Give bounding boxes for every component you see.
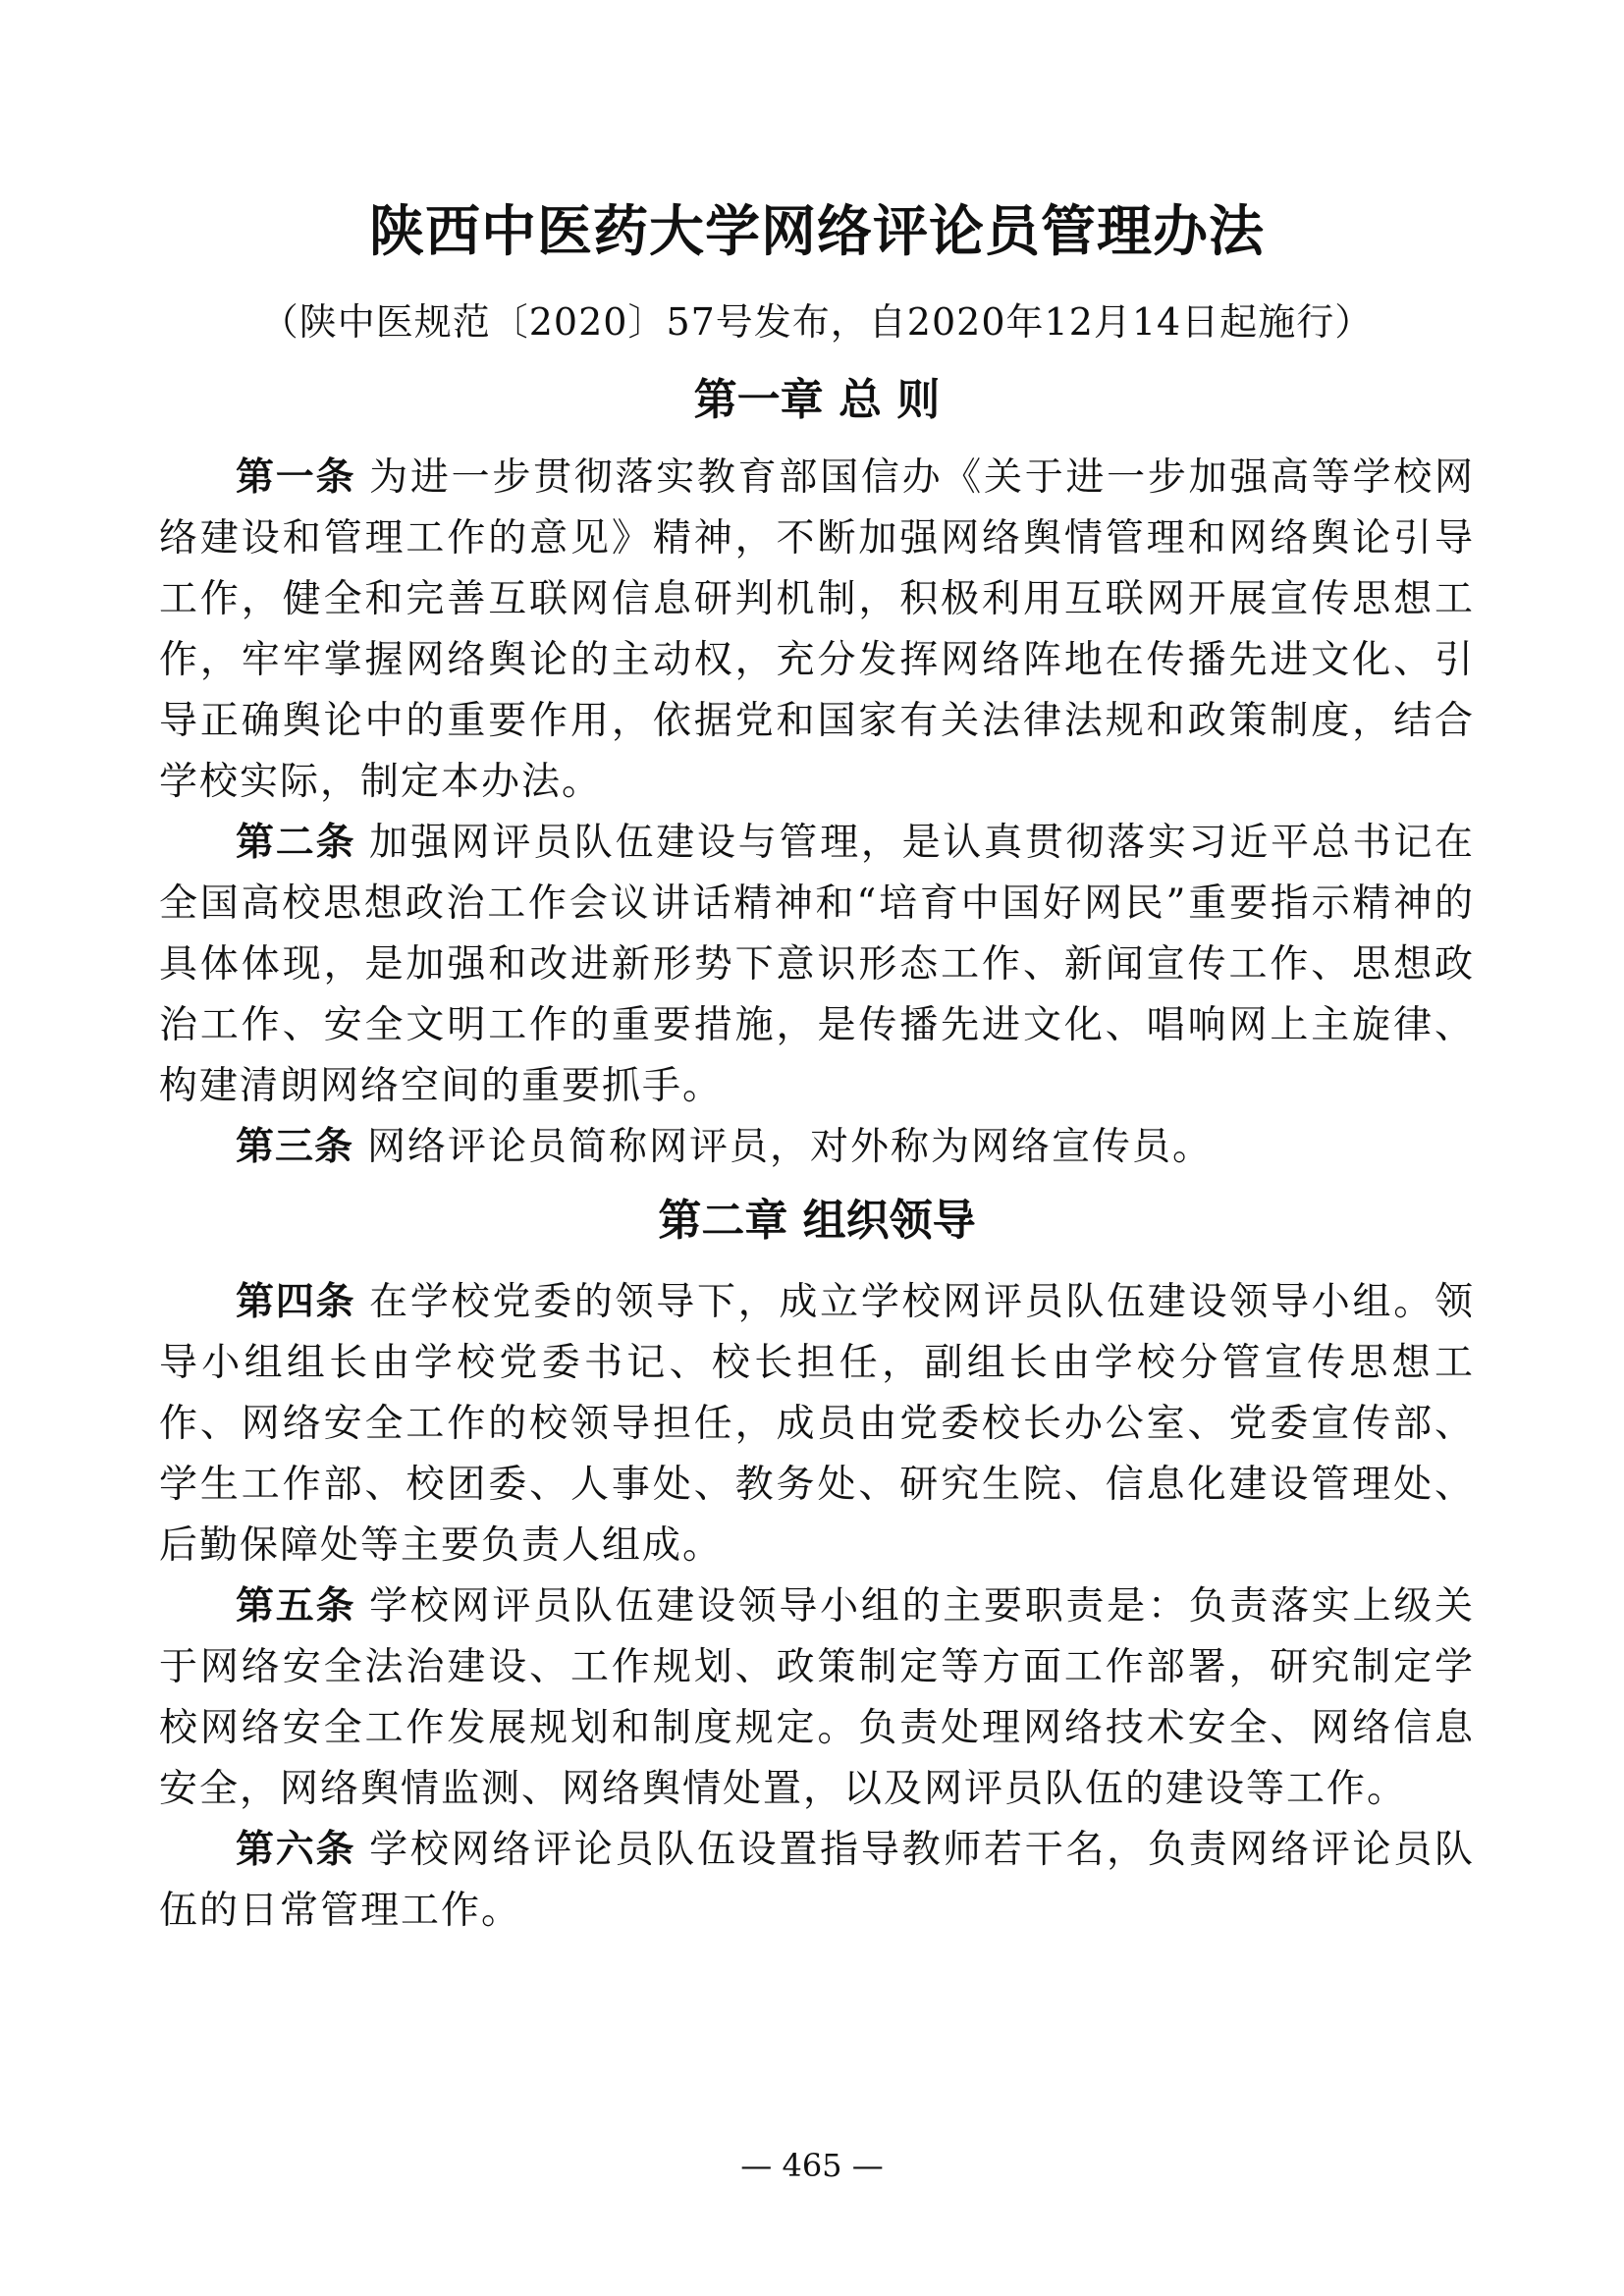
chapter-heading-2: 第二章 组织领导 [658,1196,976,1246]
document-page [159,192,1475,1942]
page-number: — 465 — [740,2147,884,2184]
article-text: 在学校党委的领导下，成立学校网评员队伍建设领导小组。领导小组组长由学校党委书记、校长担任，副组长由学校分管宣传思想工作、网络安全工作的校领导担任，成员由党委校长办公室、党委宣传部、学生工作部、校团委、人事处、教务处、研究生院、信息化建设管理处、后勤保障处等主要负责人组成。 [159,1280,1475,1568]
article-label: 第六条 [236,1828,356,1872]
document-subtitle: （陕中医规范〔2020〕57号发布，自2020年12月14日起施行） [260,300,1374,344]
article-text: 加强网评员队伍建设与管理，是认真贯彻落实习近平总书记在全国高校思想政治工作会议讲话精神和“培育中国好网民”重要指示精神的具体体现，是加强和改进新形势下意识形态工作、新闻宣传工作、思想政治工作、安全文明工作的重要措施，是传播先进文化、唱响网上主旋律、构建清朗网络空间的重要抓手。 [159,821,1475,1108]
article-text: 网络评论员简称网评员，对外称为网络宣传员。 [367,1125,1214,1169]
article-text: 学校网络评论员队伍设置指导教师若干名，负责网络评论员队伍的日常管理工作。 [159,1828,1475,1933]
article-text: 为进一步贯彻落实教育部国信办《关于进一步加强高等学校网络建设和管理工作的意见》精神，不断加强网络舆情管理和网络舆论引导工作，健全和完善互联网信息研判机制，积极利用互联网开展宣传思想工作，牢牢掌握网络舆论的主动权，充分发挥网络阵地在传播先进文化、引导正确舆论中的重要作用，依据党和国家有关法律法规和政策制度，结合学校实际，制定本办法。 [159,455,1475,804]
article-label: 第一条 [236,455,356,500]
article-label: 第五条 [236,1584,356,1629]
article-4 [159,1272,1475,1576]
article-label: 第四条 [236,1280,356,1324]
article-6 [159,1820,1475,1942]
article-text: 学校网评员队伍建设领导小组的主要职责是：负责落实上级关于网络安全法治建设、工作规划、政策制定等方面工作部署，研究制定学校网络安全工作发展规划和制度规定。负责处理网络技术安全、网络信息安全，网络舆情监测、网络舆情处置，以及网评员队伍的建设等工作。 [159,1584,1475,1811]
chapter-heading-1: 第一章 总 则 [693,375,941,425]
article-5 [159,1576,1475,1820]
article-3 [159,1117,1475,1178]
document-title: 陕西中医药大学网络评论员管理办法 [369,199,1265,264]
article-label: 第三条 [236,1125,354,1169]
article-label: 第二条 [236,821,356,865]
article-2 [159,813,1475,1117]
article-1 [159,448,1475,813]
